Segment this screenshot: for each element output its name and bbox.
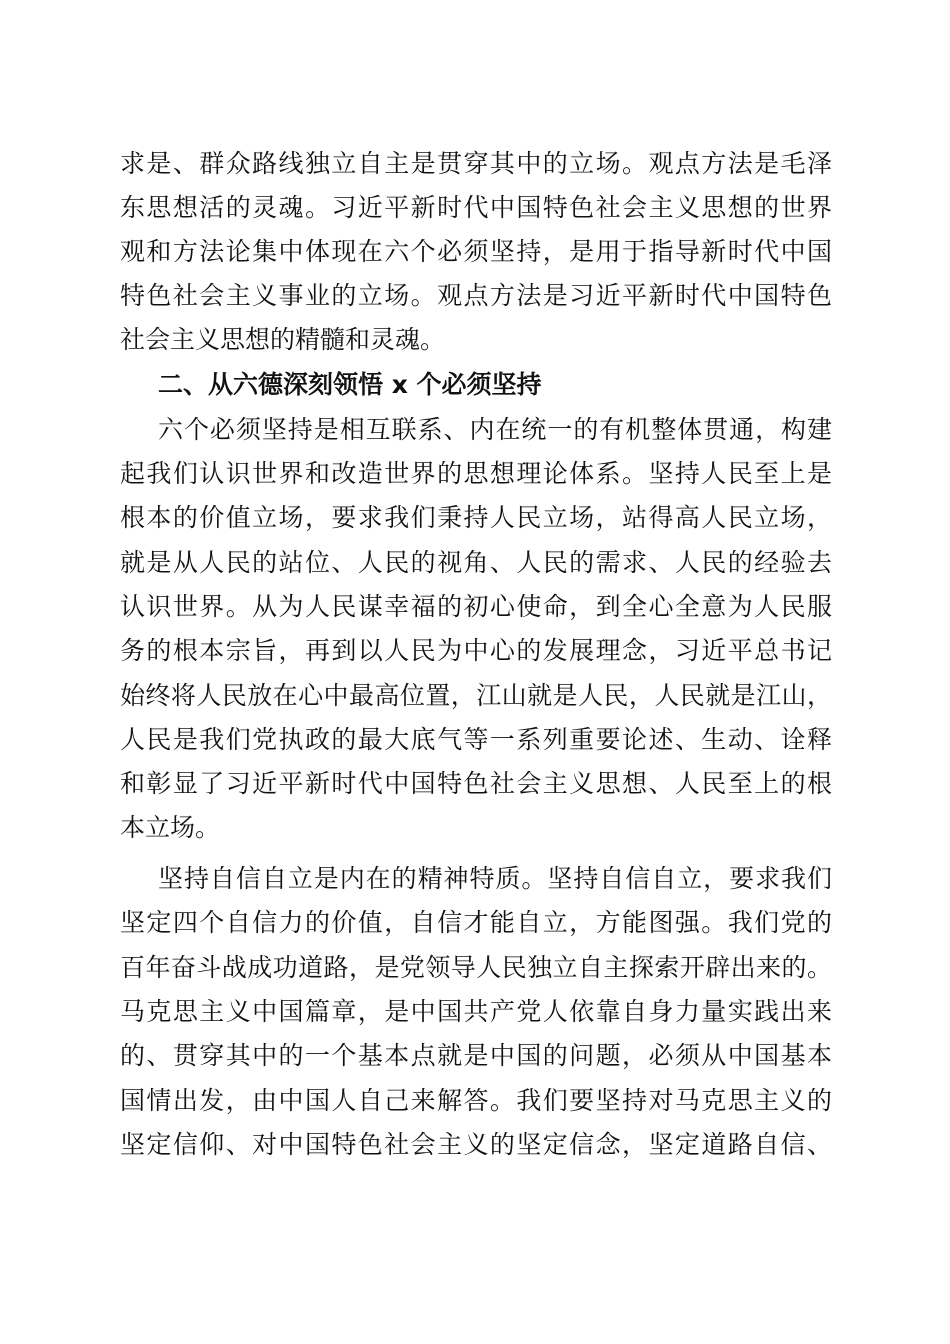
body-line: 东思想活的灵魂。习近平新时代中国特色社会主义思想的世界 (120, 193, 832, 222)
section-heading: 二、从六德深刻领悟 x 个必须坚持 (158, 370, 542, 399)
body-line: 根本的价值立场，要求我们秉持人民立场，站得高人民立场， (120, 503, 832, 532)
body-line: 认识世界。从为人民谋幸福的初心使命，到全心全意为人民服 (120, 592, 832, 621)
paragraph-first-line: 坚持自信自立是内在的精神特质。坚持自信自立，要求我们 (158, 864, 832, 893)
body-line: 百年奋斗战成功道路，是党领导人民独立自主探索开辟出来的。 (120, 953, 832, 982)
body-line: 起我们认识世界和改造世界的思想理论体系。坚持人民至上是 (120, 459, 832, 488)
body-line: 特色社会主义事业的立场。观点方法是习近平新时代中国特色 (120, 281, 832, 310)
body-line: 马克思主义中国篇章，是中国共产党人依靠自身力量实践出来 (120, 997, 832, 1026)
body-line: 坚定信仰、对中国特色社会主义的坚定信念，坚定道路自信、 (120, 1130, 832, 1159)
body-line: 本立场。 (120, 813, 221, 842)
body-line: 人民是我们党执政的最大底气等一系列重要论述、生动、诠释 (120, 725, 832, 754)
paragraph-first-line: 六个必须坚持是相互联系、内在统一的有机整体贯通，构建 (158, 415, 832, 444)
body-line: 坚定四个自信力的价值，自信才能自立，方能图强。我们党的 (120, 908, 832, 937)
body-line: 始终将人民放在心中最高位置，江山就是人民，人民就是江山， (120, 681, 832, 710)
body-line: 国情出发，由中国人自己来解答。我们要坚持对马克思主义的 (120, 1086, 832, 1115)
body-line: 就是从人民的站位、人民的视角、人民的需求、人民的经验去 (120, 548, 832, 577)
body-line: 和彰显了习近平新时代中国特色社会主义思想、人民至上的根 (120, 769, 832, 798)
body-line: 的、贯穿其中的一个基本点就是中国的问题，必须从中国基本 (120, 1041, 832, 1070)
body-line: 社会主义思想的精髓和灵魂。 (120, 325, 446, 354)
body-line: 务的根本宗旨，再到以人民为中心的发展理念，习近平总书记 (120, 636, 832, 665)
body-line: 求是、群众路线独立自主是贯穿其中的立场。观点方法是毛泽 (120, 149, 832, 178)
body-line: 观和方法论集中体现在六个必须坚持，是用于指导新时代中国 (120, 237, 832, 266)
